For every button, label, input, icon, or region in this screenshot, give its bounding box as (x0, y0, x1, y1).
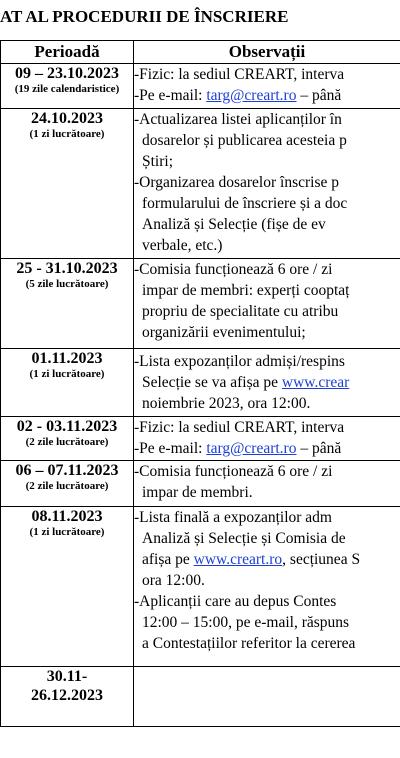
period-date: 02 - 03.11.2023 (16, 418, 118, 435)
observations-cell (134, 64, 400, 109)
observation-line: Analiză și Selecție și Comisia de (142, 530, 346, 547)
observation-line: -Comisia funcționează 6 ore / zi (134, 463, 333, 480)
period-cell (1, 667, 134, 727)
observations-cell (134, 667, 400, 727)
observation-line: impar de membri: experți cooptaț (142, 282, 350, 299)
observations-cell (134, 461, 400, 507)
period-duration: (1 zi lucrătoare) (29, 526, 105, 538)
period-cell (1, 349, 134, 417)
observation-line: -Lista finală a expozanților adm (134, 509, 332, 526)
period-date: 06 – 07.11.2023 (15, 462, 119, 479)
period-cell (1, 461, 134, 507)
observation-line: Analiză și Selecție (fișe de ev (142, 216, 326, 233)
observations-cell (134, 507, 400, 667)
period-date: 01.11.2023 (31, 350, 103, 367)
observation-line: organizării evenimentului; (142, 324, 306, 341)
period-duration: (2 zile lucrătoare) (25, 436, 109, 448)
observation-line: -Comisia funcționează 6 ore / zi (134, 261, 333, 278)
table-row (1, 417, 400, 461)
observation-line: -Pe e-mail: targ@creart.ro – până (134, 87, 342, 104)
table-row (1, 109, 400, 259)
observation-line: noiembrie 2023, ora 12:00. (142, 395, 311, 412)
observation-link[interactable]: targ@creart.ro (206, 440, 297, 457)
table-row (1, 461, 400, 507)
observation-link[interactable]: www.crear (281, 374, 350, 391)
observation-line: afișa pe www.creart.ro, secțiunea S (142, 551, 361, 568)
period-cell (1, 417, 134, 461)
table-row (1, 259, 400, 349)
column-header-observations: Observații (134, 41, 400, 64)
observation-line: -Fizic: la sediul CREART, interva (134, 419, 345, 436)
period-date: 09 – 23.10.2023 (15, 65, 119, 82)
observations-cell (134, 349, 400, 417)
observation-line: 12:00 – 15:00, pe e-mail, răspuns (142, 614, 350, 631)
observation-line: Selecție se va afișa pe www.crear (142, 374, 350, 391)
observation-line: dosarelor și publicarea acesteia p (142, 132, 347, 149)
observation-line: -Organizarea dosarelor înscrise p (134, 174, 339, 191)
observations-cell (134, 417, 400, 461)
observation-line: ora 12:00. (142, 572, 205, 589)
table-row (1, 349, 400, 417)
column-header-period: Perioadă (1, 41, 134, 64)
table-header-row (1, 41, 400, 64)
observation-line: -Fizic: la sediul CREART, interva (134, 66, 345, 83)
period-cell (1, 109, 134, 259)
period-date: 25 - 31.10.2023 (16, 260, 118, 277)
period-duration: (2 zile lucrătoare) (25, 480, 109, 492)
observations-cell (134, 109, 400, 259)
observation-line: impar de membri. (142, 484, 253, 501)
period-duration: (19 zile calendaristice) (14, 83, 120, 95)
observation-line: propriu de specialitate cu atribu (142, 303, 339, 320)
observation-line: -Actualizarea listei aplicanților în (134, 111, 342, 128)
table-row (1, 507, 400, 667)
table-row (1, 64, 400, 109)
schedule-table (0, 40, 400, 727)
observation-line: -Lista expozanților admiși/respins (134, 353, 345, 370)
period-date: 26.12.2023 (31, 687, 103, 704)
observation-line: -Aplicanții care au depus Contes (134, 593, 337, 610)
page-heading: AT AL PROCEDURII DE ÎNSCRIERE (0, 7, 289, 26)
observation-line: formularului de înscriere și a doc (142, 195, 348, 212)
period-date: 30.11- (46, 668, 88, 685)
observation-line: verbale, etc.) (142, 237, 223, 254)
observation-line: -Pe e-mail: targ@creart.ro – până (134, 440, 342, 457)
period-date: 08.11.2023 (31, 508, 103, 525)
period-duration: (5 zile lucrătoare) (25, 278, 109, 290)
period-cell (1, 507, 134, 667)
observations-cell (134, 259, 400, 349)
table-row (1, 667, 400, 727)
period-cell (1, 259, 134, 349)
observation-link[interactable]: www.creart.ro (193, 551, 283, 568)
observation-line: Știri; (142, 153, 174, 170)
period-duration: (1 zi lucrătoare) (29, 128, 105, 140)
period-duration: (1 zi lucrătoare) (29, 368, 105, 380)
observation-line: a Contestațiilor referitor la cererea (142, 635, 356, 652)
period-cell (1, 64, 134, 109)
period-date: 24.10.2023 (31, 110, 103, 127)
observation-link[interactable]: targ@creart.ro (206, 87, 297, 104)
